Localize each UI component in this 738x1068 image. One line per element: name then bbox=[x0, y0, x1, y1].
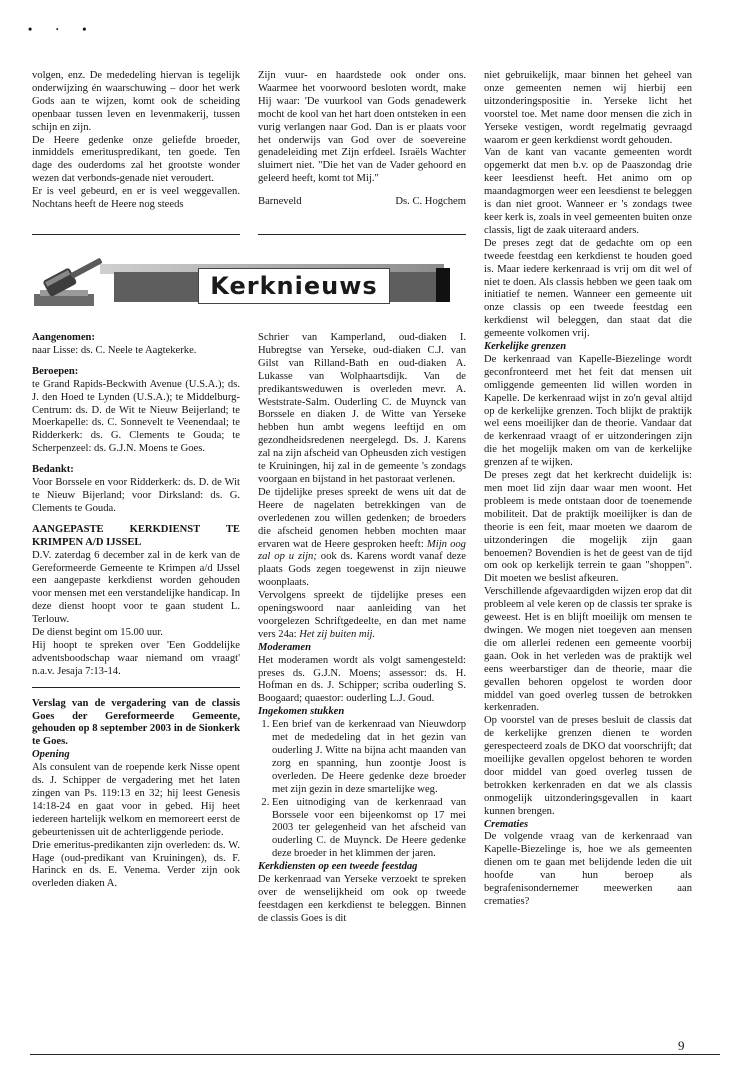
paragraph: Het moderamen wordt als volgt samengesteld: preses ds. G.J.N. Moens; assessor: ds. H. Hofman en ds. J. Schipper; scriba ouderling S. Boogaard; quaestor: ouderling L.J. Goud. bbox=[258, 654, 466, 705]
subheading-ingekomen: Ingekomen stukken bbox=[258, 706, 345, 718]
subheading-crematies: Crematies bbox=[484, 818, 529, 830]
subheading-opening: Opening bbox=[32, 749, 70, 761]
column-3 bbox=[484, 70, 692, 909]
subheading-moderamen: Moderamen bbox=[258, 641, 311, 653]
divider bbox=[32, 234, 240, 235]
paragraph: D.V. zaterdag 6 december zal in de kerk van de Gereformeerde Gemeente te Krimpen a/d IJssel een aangepaste kerkdienst worden gehouden voor mensen met een verstandelijke handicap. In deze dienst hoopt voor te gaan student L. Terlouw. bbox=[32, 549, 240, 626]
subheading-kerkdiensten: Kerkdiensten op een tweede feestdag bbox=[258, 861, 418, 873]
gavel-icon bbox=[30, 254, 110, 312]
paragraph: Schrier van Kamperland, oud-diaken I. Hubregtse van Yerseke, oud-diaken C.J. van Gilst van Rilland-Bath en oud-diaken A. Lukasse van Wolphaartsdijk. Van de predikantsweduwen is overleden mevr. A. Weststrate-Salm. Ouderling C. de Muynck van Borssele en diaken J. de Witte van Yerseke hebben hun ambt wegens leeftijd en om gezondheidsredenen neergelegd. Ds. J. Karens zal na zijn afscheid van Opheusden zich vestigen te Kruiningen, hij zal in de gemeente 's zondags voorgaan en bijstand in het pastoraat verlenen. bbox=[258, 332, 466, 485]
signature-place: Barneveld bbox=[258, 196, 302, 208]
banner-square bbox=[436, 268, 450, 302]
list-item: 2. Een uitnodiging van de kerkenraad van Borssele voor een bijeenkomst op 17 mei 2003 ter gelegenheid van het afscheid van ouderling C. de Muynck. De Heere gedenke deze broeder in het klimmen der jaren. bbox=[272, 797, 466, 862]
paragraph: Op voorstel van de preses besluit de classis dat de kerkelijke grenzen dienen te worden gerespecteerd zoals de DKO dat voorschrijft; dat moeilijke gevallen opgelost behoren te worden door middel van goed overleg tussen de betrokken kerkenraden en dat we als classis onmogelijk uitzonderingsgevallen in kaart kunnen brengen. bbox=[484, 715, 692, 817]
paragraph: De tijdelijke preses spreekt de wens uit dat de Heere de nagelaten betrekkingen van de overledenen zou willen gedenken; de broeders die afscheid genomen hebben mochten maar ervaren wat de Heere gesproken heeft: Mijn oog zal op u zijn; ook ds. Karens wordt vanaf deze plaats Gods zegen toegewenst in zijn nieuwe woonplaats. bbox=[258, 486, 466, 589]
paragraph: niet gebruikelijk, maar binnen het geheel van onze gemeenten nemen wij hierbij een uitzonderingspositie in. Yerseke licht het voorstel toe. Met name door mensen die zich in Yerseke vestigen, wordt regelmatig gevraagd waarom er geen kerkdienst wordt gehouden. bbox=[484, 70, 692, 146]
bottom-rule bbox=[30, 1054, 720, 1055]
paragraph: Verschillende afgevaardigden wijzen erop dat dit probleem al vele keren op de classis ter sprake is geweest. Het is en blijft moeilijk om mensen te dwingen. We mogen niet toegeven aan mensen die om allerlei redenen een gemeente voorbij gaan. Ook in het verleden was de praktijk wel eens weerbarstiger dan de theorie, maar die gevallen behoren opgelost te worden door middel van goed overleg tussen de betrokken kerkenraden. bbox=[484, 586, 692, 714]
heading-beroepen: Beroepen: bbox=[32, 365, 79, 377]
paragraph: De dienst begint om 15.00 uur. bbox=[32, 627, 163, 639]
list-item: 1. Een brief van de kerkenraad van Nieuwdorp met de mededeling dat in het gezin van ouderling J. Witte na bijna acht maanden van zorg en spanning, hun zoontje Joost is overleden. De Heere gedenke deze broeder met zijn gezin in deze smartelijke weg. bbox=[272, 719, 466, 796]
signature bbox=[258, 196, 466, 209]
paragraph: De preses zegt dat de gedachte om op een tweede feestdag een kerkdienst te houden goed is. Maar iedere kerkenraad is vrij om dit wel of niet te doen. Als classis hebben we geen taak om initiatief te nemen. Wanneer een gemeente uit onze classis op een tweede feestdag een kerkdienst wil beleggen, dan staat dat die gemeente volkomen vrij. bbox=[484, 237, 692, 340]
page-number: 9 bbox=[678, 1038, 685, 1053]
top-column-2 bbox=[258, 70, 466, 209]
kerknieuws-banner bbox=[30, 254, 450, 312]
paragraph: De kerkenraad van Yerseke verzoekt te spreken over de wenselijkheid om ook op tweede feestdagen een kerkdienst te beleggen. Binnen de classis Goes is dit bbox=[258, 874, 466, 924]
paragraph: Drie emeritus-predikanten zijn overleden: ds. W. Hage (oud-predikant van Kruiningen), ds. F. Harinck en ds. E. Venema. Verder zijn ook overleden diaken A. bbox=[32, 839, 240, 890]
heading-bedankt: Bedankt: bbox=[32, 464, 74, 476]
signature-name: Ds. C. Hogchem bbox=[395, 196, 466, 208]
banner-title-box bbox=[198, 268, 390, 304]
heading-aangenomen: Aangenomen: bbox=[32, 332, 95, 343]
paragraph: Als consulent van de roepende kerk Nisse opent ds. J. Schipper de vergadering met het laten zingen van Ps. 119:13 en 32; hij leest Genesis 14:18-24 en gaat voor in gebed. Hij heet iedereen hartelijk welkom en memoreert eerst de gebeurtenissen uit de achterliggende periode. bbox=[32, 762, 240, 838]
paragraph: De Heere gedenke onze geliefde broeder, inmiddels emerituspredikant, ten goede. Ten dage des ouderdoms zal het grootste wonder wezen dat verbonds-genade niet veroudert. bbox=[32, 134, 240, 185]
ingekomen-list bbox=[258, 719, 466, 861]
paragraph: De kerkenraad van Kapelle-Biezelinge wordt geconfronteerd met het feit dat mensen uit omliggende gemeenten lid willen worden in Kapelle. De kerkenraad wijst in zo'n geval altijd op de kerkelijke grenzen. Toch blijkt de praktijk wel eens moeilijker dan de theorie. Vandaar dat de kerkenraad vraagt of er uitzonderingen zijn die het mogelijk maken om van de kerkelijke grenzen af te wijken. bbox=[484, 353, 692, 469]
column-2 bbox=[258, 332, 466, 926]
paragraph: De volgende vraag van de kerkenraad van Kapelle-Biezelinge is, hoe we als gemeenten dienen om te gaan met belijdende leden die uit hoofde van hun beroep als begrafenisondernemer meewerken aan crematies? bbox=[484, 831, 692, 907]
subheading-grenzen: Kerkelijke grenzen bbox=[484, 341, 567, 353]
paragraph: De preses zegt dat het kerkrecht duidelijk is: men moet lid zijn daar waar men woont. Het probleem is mede ontstaan door de toenemende mobiliteit. Dat de praktijk moeilijker is dan de theorie is een feit, maar moeten we daarom de uitzonderingen die mogelijk zijn gaan benoemen? Bovendien is het de geest van de tijd om ook op kerkelijk terrein te gaan "shoppen". Dit moeten we beslist afkeuren. bbox=[484, 470, 692, 585]
heading-aangepaste-kerkdienst: AANGEPASTE KERKDIENST TE KRIMPEN A/D IJSSEL bbox=[32, 523, 240, 548]
column-1 bbox=[32, 332, 240, 891]
section-title: Kerknieuws bbox=[210, 272, 378, 300]
paragraph: Zijn vuur- en haardstede ook onder ons. Waarmee het voorwoord besloten wordt, make Hij waar: 'De vuurkool van Gods genadewerk mocht de kool van het hart doen ontsteken in een vurig verlangen naar God. Dan is er plaats voor het onderwijs van God over de soevereine genadeleiding met Zijn erfdeel. Israëls Wachter sluimert niet. "Die het van de Vader gehoord en geleerd heeft, komt tot Mij." bbox=[258, 70, 466, 185]
paragraph: Hij hoopt te spreken over 'Een Goddelijke adventsboodschap waar niemand om vraagt' n.a.v. Jesaja 7:13-14. bbox=[32, 639, 240, 677]
divider bbox=[32, 687, 240, 688]
top-column-1 bbox=[32, 70, 240, 212]
corner-marks: • · • bbox=[28, 22, 97, 36]
heading-verslag: Verslag van de vergadering van de classis Goes der Gereformeerde Gemeente, gehouden op 8 september 2003 in de Sionkerk te Goes. bbox=[32, 697, 240, 748]
paragraph: Van de kant van vacante gemeenten wordt opgemerkt dat men b.v. op de Paaszondag drie keer leesdienst heeft. Het animo om op maandagmorgen weer een leesdienst te beleggen is dan niet groot. Wanneer er 's zondags twee keer kerk is, zoals in veel gemeenten buiten onze classis, ligt de zaak uiteraard anders. bbox=[484, 147, 692, 236]
paragraph: naar Lisse: ds. C. Neele te Aagtekerke. bbox=[32, 344, 197, 356]
paragraph: Voor Borssele en voor Ridderkerk: ds. D. de Wit te Nieuw Bijerland; voor Dirksland: ds. G. Clements te Gouda. bbox=[32, 477, 240, 514]
paragraph: te Grand Rapids-Beckwith Avenue (U.S.A.); ds. J. den Hoed te Lynden (U.S.A.); te Middelburg-Centrum: ds. D. de Wit te Nieuw Beijerland; te Moerkapelle: ds. C. Sonnevelt te Veenendaal; te Ridderkerk: ds. G. Clements te Gouda; te Scherpenzeel: ds. G.J.N. Moens te Goes. bbox=[32, 378, 240, 455]
paragraph: Vervolgens spreekt de tijdelijke preses een openingswoord naar aanleiding van het voorgelezen Schriftgedeelte, en dan met name vers 24a: Het zij buiten mij. bbox=[258, 590, 466, 640]
divider bbox=[258, 234, 466, 235]
paragraph: volgen, enz. De mededeling hiervan is tegelijk onderwijzing én waarschuwing – door het werk Gods aan te wijzen, komt ook de scheiding openbaar tussen leven en levenmakerij, tussen schijn en zijn. bbox=[32, 70, 240, 133]
paragraph: Er is veel gebeurd, en er is veel weggevallen. Nochtans heeft de Heere nog steeds bbox=[32, 186, 240, 211]
